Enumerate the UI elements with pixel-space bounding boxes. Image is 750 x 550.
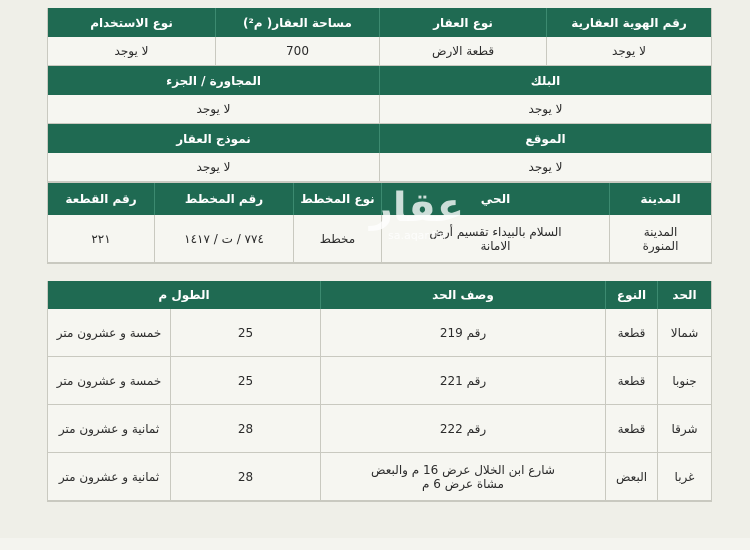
property-value-row bbox=[48, 37, 711, 66]
bounds-row bbox=[48, 405, 711, 453]
value-property-type: قطعة الارض bbox=[379, 37, 546, 66]
district-line-1: السلام بالبيداء تقسيم أرض bbox=[429, 224, 562, 239]
value-plan-number: ٧٧٤ / ت / ١٤١٧ bbox=[154, 215, 293, 263]
header-property-type: نوع العقار bbox=[379, 8, 546, 37]
bound-description: شارع ابن الخلال عرض 16 م والبعض مشاة عرض 6 م bbox=[320, 453, 605, 501]
value-block: لا يوجد bbox=[379, 95, 711, 124]
header-city: المدينة bbox=[609, 183, 711, 215]
watermark-domain: sa.aqar.fm bbox=[387, 229, 447, 242]
header-location: الموقع bbox=[379, 124, 711, 153]
header-type: النوع bbox=[605, 281, 657, 309]
header-description: وصف الحد bbox=[320, 281, 605, 309]
header-neighborhood-part: المجاورة / الجزء bbox=[48, 66, 379, 95]
bound-side: شرقا bbox=[657, 405, 711, 453]
header-real-estate-id: رقم الهوية العقارية bbox=[546, 8, 711, 37]
bound-length: 25 bbox=[170, 357, 320, 405]
header-plan-number: رقم المخطط bbox=[154, 183, 293, 215]
bounds-row bbox=[48, 357, 711, 405]
bound-description: رقم 221 bbox=[320, 357, 605, 405]
district-line-2: الامانة bbox=[480, 238, 511, 253]
header-length: الطول م bbox=[48, 281, 320, 309]
header-district: الحي bbox=[381, 183, 609, 215]
value-area: 700 bbox=[215, 37, 379, 66]
bounds-row bbox=[48, 453, 711, 501]
city-line-1: المدينة bbox=[643, 224, 678, 239]
bound-length-words: ثمانية و عشرون متر bbox=[48, 453, 170, 501]
bound-side: جنوبا bbox=[657, 357, 711, 405]
block-header-row bbox=[48, 66, 711, 95]
header-property-model: نموذج العقار bbox=[48, 124, 379, 153]
bound-length: 28 bbox=[170, 405, 320, 453]
aqar-watermark bbox=[362, 186, 472, 258]
value-neighborhood-part: لا يوجد bbox=[48, 95, 379, 124]
bound-type: قطعة bbox=[605, 405, 657, 453]
bound-length-words: ثمانية و عشرون متر bbox=[48, 405, 170, 453]
value-city bbox=[609, 215, 711, 263]
header-usage-type: نوع الاستخدام bbox=[48, 8, 215, 37]
property-info-table bbox=[47, 8, 712, 183]
bound-type: قطعة bbox=[605, 309, 657, 357]
bound-length: 25 bbox=[170, 309, 320, 357]
bound-type: قطعة bbox=[605, 357, 657, 405]
boundaries-table bbox=[47, 281, 712, 502]
value-real-estate-id: لا يوجد bbox=[546, 37, 711, 66]
header-area: مساحة العقار( م²) bbox=[215, 8, 379, 37]
value-plot-number: ٢٢١ bbox=[48, 215, 154, 263]
watermark-logo: عقار bbox=[369, 185, 465, 231]
bounds-row bbox=[48, 309, 711, 357]
bound-type: البعض bbox=[605, 453, 657, 501]
bottom-strip bbox=[0, 538, 750, 550]
bound-length-words: خمسة و عشرون متر bbox=[48, 357, 170, 405]
value-usage-type: لا يوجد bbox=[48, 37, 215, 66]
block-value-row bbox=[48, 95, 711, 124]
bound-side: غربا bbox=[657, 453, 711, 501]
location-value-row bbox=[48, 153, 711, 182]
location-header-row bbox=[48, 124, 711, 153]
header-boundary: الحد bbox=[657, 281, 711, 309]
header-plot-number: رقم القطعة bbox=[48, 183, 154, 215]
bound-description: رقم 219 bbox=[320, 309, 605, 357]
header-plan-type: نوع المخطط bbox=[293, 183, 381, 215]
value-location: لا يوجد bbox=[379, 153, 711, 182]
bound-description: رقم 222 bbox=[320, 405, 605, 453]
city-line-2: المنورة bbox=[642, 238, 679, 253]
value-property-model: لا يوجد bbox=[48, 153, 379, 182]
value-plan-type: مخطط bbox=[293, 215, 381, 263]
property-header-row bbox=[48, 8, 711, 37]
header-block: البلك bbox=[379, 66, 711, 95]
bound-length-words: خمسة و عشرون متر bbox=[48, 309, 170, 357]
bound-length: 28 bbox=[170, 453, 320, 501]
bound-side: شمالا bbox=[657, 309, 711, 357]
bounds-header-row bbox=[48, 281, 711, 309]
